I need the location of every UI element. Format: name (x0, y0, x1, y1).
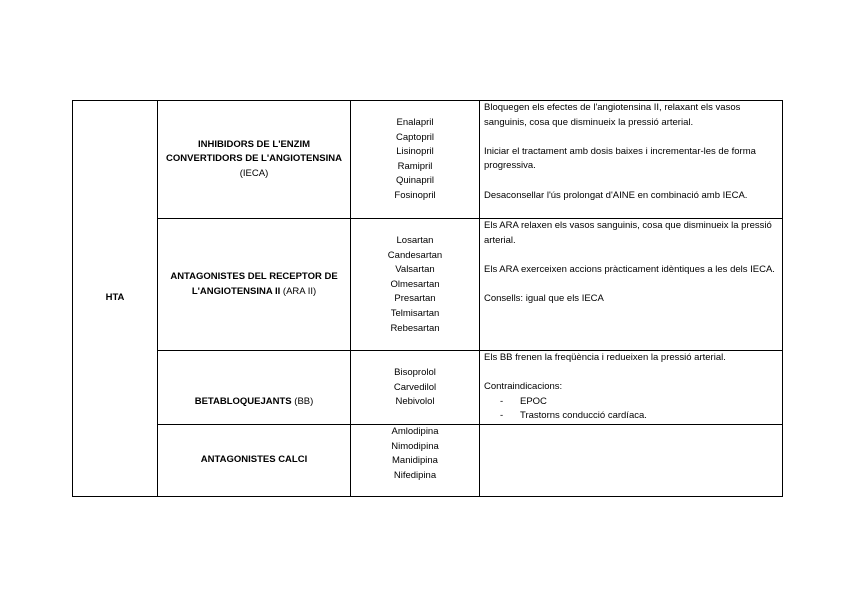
table-row (73, 425, 783, 497)
drug-name: Olmesartan (390, 278, 440, 290)
note-paragraph: Bloquegen els efectes de l'angiotensina II, relaxant els vasos sanguinis, cosa que disminueix la pressió arterial. (484, 102, 741, 128)
drug-name: Nimodipina (391, 440, 439, 452)
category-name: INHIBIDORS DE L'ENZIM CONVERTIDORS DE L'ANGIOTENSINA (166, 138, 342, 165)
note-paragraph: Consells: igual que els IECA (484, 292, 604, 304)
list-item: - Trastorns conducció cardíaca. (500, 409, 779, 424)
drug-name: Fosinopril (394, 189, 436, 201)
contraindications-list (484, 395, 779, 424)
drug-name: Enalapril (396, 117, 434, 128)
category-abbrev: (ARA II) (280, 285, 317, 297)
drug-list (351, 351, 480, 425)
drug-name: Valsartan (395, 264, 435, 276)
drug-name: Telmisartan (390, 307, 440, 319)
drug-name: Nebivolol (395, 396, 435, 408)
notes-cell (480, 101, 783, 219)
category-name: ANTAGONISTES CALCI (200, 454, 308, 466)
drug-name: Captopril (395, 131, 435, 143)
drug-name: Candesartan (387, 249, 443, 261)
notes-cell (480, 351, 783, 425)
note-paragraph: Els ARA exerceixen accions pràcticament idèntiques a les dels IECA. (484, 263, 775, 275)
table-row (73, 101, 783, 219)
drug-name: Ramipril (397, 160, 433, 172)
contraindications-heading: Contraindicacions: (484, 381, 563, 393)
note-paragraph: Iniciar el tractament amb dosis baixes i incrementar-les de forma progressiva. (484, 145, 756, 172)
drug-name: Manidipina (392, 455, 438, 467)
category-cell (158, 351, 351, 425)
notes-cell (480, 219, 783, 351)
category-abbrev: (IECA) (239, 167, 269, 179)
drug-list (351, 219, 480, 351)
category-name: BETABLOQUEJANTS (194, 396, 292, 408)
drug-name: Amlodipina (391, 426, 439, 437)
drug-name: Lisinopril (396, 146, 434, 158)
note-paragraph: Els ARA relaxen els vasos sanguinis, cosa que disminueix la pressió arterial. (484, 220, 772, 246)
drug-name: Rebesartan (390, 322, 440, 334)
notes-cell-empty (480, 425, 783, 497)
drug-name: Quinapril (395, 175, 435, 187)
table-row (73, 219, 783, 351)
hta-label: HTA (73, 101, 158, 497)
category-abbrev: (BB) (291, 396, 314, 408)
drug-list (351, 101, 480, 219)
list-item: - EPOC (500, 395, 779, 410)
drug-name: Losartan (396, 235, 434, 246)
category-cell (158, 101, 351, 219)
drug-name: Carvedilol (393, 381, 437, 393)
note-paragraph: Els BB frenen la freqüència i redueixen la pressió arterial. (484, 352, 726, 363)
note-paragraph: Desaconsellar l'ús prolongat d'AINE en combinació amb IECA. (484, 189, 748, 201)
drug-name: Nifedipina (393, 469, 437, 481)
category-name: ANTAGONISTES DEL RECEPTOR DE L'ANGIOTENSINA II (170, 270, 338, 297)
drug-name: Bisoprolol (394, 367, 436, 378)
drug-name: Presartan (394, 293, 436, 305)
hta-drug-table (72, 100, 783, 497)
category-cell (158, 425, 351, 497)
table-row (73, 351, 783, 425)
category-cell (158, 219, 351, 351)
drug-list (351, 425, 480, 497)
